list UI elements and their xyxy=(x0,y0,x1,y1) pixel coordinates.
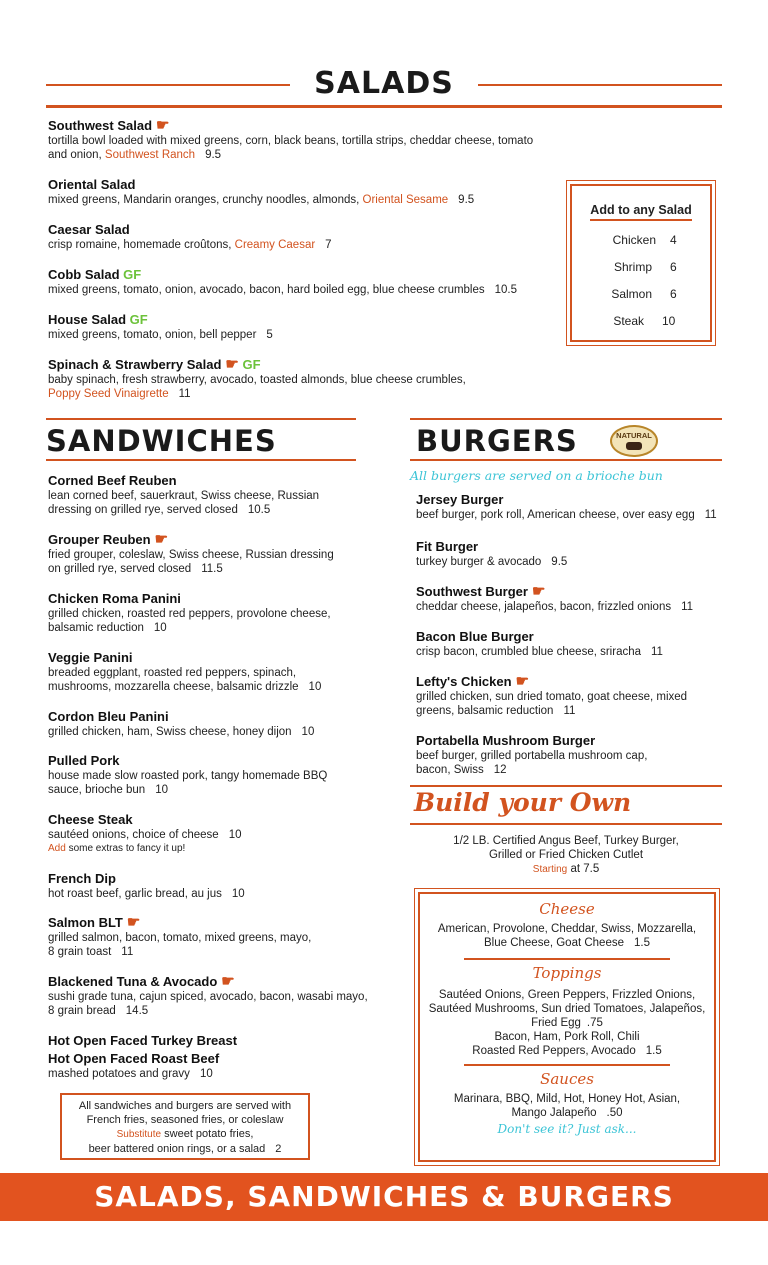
item-desc: breaded eggplant, roasted red peppers, spinach, xyxy=(48,667,297,679)
item-name: Fit Burger xyxy=(416,539,479,554)
price: 10 xyxy=(153,622,167,634)
sandwich-item-cordon-bleu xyxy=(48,709,378,739)
item-desc-cont: sauce, brioche bun xyxy=(48,784,146,796)
item-desc: grilled salmon, bacon, tomato, mixed greens, mayo, xyxy=(48,932,312,944)
item-desc: mixed greens, tomato, onion, avocado, bacon, hard boiled egg, blue cheese crumbles xyxy=(48,284,485,296)
addons-title: Add to any Salad xyxy=(590,203,691,221)
addons-list xyxy=(572,233,710,341)
price: 10 xyxy=(228,829,242,841)
item-desc: grilled chicken, sun dried tomato, goat cheese, mixed xyxy=(416,691,688,703)
burger-item-leftys-chicken xyxy=(416,674,736,718)
toppings-line-2: Sautéed Mushrooms, Sun dried Tomatoes, Jalapeños, xyxy=(428,1003,706,1015)
sandwiches-rule-bottom xyxy=(46,459,356,461)
sandwiches-title: SANDWICHES xyxy=(46,424,277,458)
item-name: House Salad xyxy=(48,312,127,327)
item-desc-cont: balsamic reduction xyxy=(48,622,144,634)
build-rule-bottom xyxy=(410,823,722,825)
cheese-line-1: American, Provolone, Cheddar, Swiss, Mozzarella, xyxy=(437,923,697,935)
hand-pointer-icon: ☛ xyxy=(126,914,141,931)
sauces-title: Sauces xyxy=(540,1070,594,1088)
dressing: Creamy Caesar xyxy=(234,239,316,251)
sandwich-item-salmon-blt xyxy=(48,915,378,959)
price: 9.5 xyxy=(205,149,222,161)
price: 5 xyxy=(266,329,273,341)
addon-price: 6 xyxy=(670,260,677,274)
build-options-box xyxy=(418,892,716,1162)
price: 11 xyxy=(651,646,663,658)
sandwich-item-corned-beef-reuben xyxy=(48,473,378,517)
item-name: Southwest Salad xyxy=(48,118,153,133)
price: 10.5 xyxy=(494,284,518,296)
gf-badge: GF xyxy=(242,357,261,372)
item-desc: beef burger, pork roll, American cheese, over easy egg xyxy=(416,509,695,521)
sandwich-item-hot-open-faced xyxy=(48,1033,378,1081)
item-name: Lefty's Chicken xyxy=(416,674,512,689)
price: 2 xyxy=(275,1143,282,1155)
cheese-title: Cheese xyxy=(539,900,595,918)
item-desc: crisp bacon, crumbled blue cheese, sriracha xyxy=(416,646,642,658)
build-desc xyxy=(410,834,722,877)
burgers-rule-bottom xyxy=(410,459,722,461)
dressing: Southwest Ranch xyxy=(104,149,196,161)
item-desc-cont: 8 grain toast xyxy=(48,946,112,958)
burger-item-bacon-blue xyxy=(416,629,736,659)
sides-box xyxy=(60,1093,310,1160)
build-line-1: 1/2 LB. Certified Angus Beef, Turkey Burger, xyxy=(453,835,679,847)
salads-rule-right xyxy=(478,84,722,86)
burgers-rule-top xyxy=(410,418,722,420)
sandwich-item-french-dip xyxy=(48,871,378,901)
price: 7 xyxy=(325,239,332,251)
build-rule-top xyxy=(410,785,722,787)
item-desc: turkey burger & avocado xyxy=(416,556,542,568)
sandwich-item-cheese-steak xyxy=(48,812,378,855)
item-desc-cont: bacon, Swiss xyxy=(416,764,484,776)
toppings-line-1: Sautéed Onions, Green Peppers, Frizzled Onions, xyxy=(438,989,696,1001)
cheese-line-2: Blue Cheese, Goat Cheese xyxy=(483,937,624,949)
price: 12 xyxy=(493,764,507,776)
item-name: Oriental Salad xyxy=(48,177,136,192)
salads-rule-under xyxy=(46,105,722,108)
price: 11.5 xyxy=(201,563,223,575)
starting-price: at 7.5 xyxy=(567,863,600,875)
sides-line-4: beer battered onion rings, or a salad xyxy=(88,1143,266,1155)
item-name: Caesar Salad xyxy=(48,222,130,237)
divider xyxy=(464,1064,670,1066)
sauces-line-1: Marinara, BBQ, Mild, Hot, Honey Hot, Asian, xyxy=(453,1093,681,1105)
dressing: Poppy Seed Vinaigrette xyxy=(48,388,169,400)
price: 11 xyxy=(563,705,576,717)
item-desc: sushi grade tuna, cajun spiced, avocado, bacon, wasabi mayo, xyxy=(48,991,368,1003)
addon-price: 6 xyxy=(670,287,677,301)
burger-item-fit xyxy=(416,539,736,569)
sandwich-item-pulled-pork xyxy=(48,753,378,797)
item-desc-cont: 8 grain bread xyxy=(48,1005,116,1017)
natural-badge-icon xyxy=(610,425,658,457)
item-desc: crisp romaine, homemade croûtons, xyxy=(48,239,235,251)
item-desc: mashed potatoes and gravy xyxy=(48,1068,190,1080)
item-name: Jersey Burger xyxy=(416,492,504,507)
item-desc-cont: mushrooms, mozzarella cheese, balsamic drizzle xyxy=(48,681,299,693)
divider xyxy=(464,958,670,960)
price: 10 xyxy=(155,784,168,796)
item-desc: fried grouper, coleslaw, Swiss cheese, Russian dressing xyxy=(48,549,334,561)
hand-pointer-icon: ☛ xyxy=(154,531,169,548)
sandwich-item-chicken-roma xyxy=(48,591,378,635)
price: 10 xyxy=(199,1068,213,1080)
item-name: Hot Open Faced Turkey Breast xyxy=(48,1033,238,1048)
sides-line-2: French fries, seasoned fries, or coleslaw xyxy=(86,1114,284,1126)
addon-row xyxy=(572,233,710,260)
item-name: Chicken Roma Panini xyxy=(48,591,181,606)
price: 11 xyxy=(121,946,134,958)
item-desc: hot roast beef, garlic bread, au jus xyxy=(48,888,222,900)
item-name: Pulled Pork xyxy=(48,753,120,768)
item-desc: beef burger, grilled portabella mushroom cap, xyxy=(416,750,648,762)
hand-pointer-icon: ☛ xyxy=(531,583,546,600)
gf-badge: GF xyxy=(123,267,142,282)
price: .75 xyxy=(586,1017,603,1029)
item-name: French Dip xyxy=(48,871,116,886)
salad-item-southwest xyxy=(48,118,568,162)
item-name: Bacon Blue Burger xyxy=(416,629,534,644)
salad-item-spinach xyxy=(48,357,568,401)
item-name: Cobb Salad xyxy=(48,267,120,282)
item-desc-cont: greens, balsamic reduction xyxy=(416,705,554,717)
price: 10 xyxy=(231,888,245,900)
burger-item-portabella xyxy=(416,733,736,777)
toppings-title: Toppings xyxy=(532,964,602,982)
price: 11 xyxy=(704,509,717,521)
addon-price: 4 xyxy=(670,233,677,247)
toppings-line-4: Bacon, Ham, Pork Roll, Chili xyxy=(494,1031,640,1043)
sauces-line-2: Mango Jalapeño xyxy=(511,1107,597,1119)
item-name: Cheese Steak xyxy=(48,812,133,827)
addon-price: 10 xyxy=(662,314,676,328)
hand-pointer-icon: ☛ xyxy=(515,673,530,690)
sandwich-item-blackened-tuna xyxy=(48,974,388,1018)
dressing: Oriental Sesame xyxy=(362,194,449,206)
brioche-note: All burgers are served on a brioche bun xyxy=(410,468,663,483)
build-your-own-title: Build your Own xyxy=(414,788,632,817)
burger-item-jersey xyxy=(416,492,736,522)
item-desc: tortilla bowl loaded with mixed greens, corn, black beans, tortilla strips, cheddar cheese, tomato xyxy=(48,135,534,147)
sides-substitute: Substitute xyxy=(116,1129,162,1140)
extras-note xyxy=(48,842,378,855)
salad-item-house xyxy=(48,312,568,342)
item-name: Veggie Panini xyxy=(48,650,133,665)
hand-pointer-icon: ☛ xyxy=(156,117,170,134)
addon-row xyxy=(572,260,710,287)
item-desc: lean corned beef, sauerkraut, Swiss cheese, Russian xyxy=(48,490,320,502)
item-desc-cont: dressing on grilled rye, served closed xyxy=(48,504,238,516)
salad-item-oriental xyxy=(48,177,568,207)
burgers-title: BURGERS xyxy=(416,424,578,458)
addon-name: Chicken xyxy=(612,233,656,247)
sides-line-3: sweet potato fries, xyxy=(161,1128,254,1140)
item-desc: grilled chicken, roasted red peppers, provolone cheese, xyxy=(48,608,331,620)
item-desc: sautéed onions, choice of cheese xyxy=(48,829,219,841)
price: 9.5 xyxy=(458,194,475,206)
price: 10 xyxy=(308,681,322,693)
gf-badge: GF xyxy=(129,312,148,327)
item-name: Corned Beef Reuben xyxy=(48,473,177,488)
burger-item-southwest xyxy=(416,584,736,614)
salads-title: SALADS xyxy=(314,66,454,101)
price: 1.5 xyxy=(634,937,650,949)
addon-row xyxy=(572,314,710,341)
item-desc: baby spinach, fresh strawberry, avocado, toasted almonds, blue cheese crumbles, xyxy=(48,374,466,386)
extras-add: Add xyxy=(48,843,66,854)
item-name: Blackened Tuna & Avocado xyxy=(48,974,218,989)
steer-icon xyxy=(626,442,642,450)
footer-banner-text: SALADS, SANDWICHES & BURGERS xyxy=(94,1180,674,1213)
salad-item-cobb xyxy=(48,267,568,297)
addon-name: Steak xyxy=(613,314,644,328)
hand-pointer-icon: ☛ xyxy=(221,973,235,990)
item-name: Spinach & Strawberry Salad xyxy=(48,357,222,372)
item-desc: mixed greens, Mandarin oranges, crunchy noodles, almonds, xyxy=(48,194,363,206)
item-name: Grouper Reuben xyxy=(48,532,151,547)
price: 10 xyxy=(301,726,315,738)
build-line-2: Grilled or Fried Chicken Cutlet xyxy=(488,849,644,861)
item-desc-cont: and onion, xyxy=(48,149,105,161)
sandwich-item-veggie-panini xyxy=(48,650,378,694)
price: 11 xyxy=(681,601,694,613)
item-desc: cheddar cheese, jalapeños, bacon, frizzled onions xyxy=(416,601,672,613)
price: 14.5 xyxy=(125,1005,149,1017)
ask-note: Don't see it? Just ask... xyxy=(497,1122,637,1136)
price: 9.5 xyxy=(551,556,568,568)
toppings-line-3: Fried Egg xyxy=(531,1017,581,1029)
starting-label: Starting xyxy=(532,864,568,875)
sandwich-item-grouper-reuben xyxy=(48,532,378,576)
salad-item-caesar xyxy=(48,222,568,252)
toppings-line-5: Roasted Red Peppers, Avocado xyxy=(472,1045,636,1057)
price: 1.5 xyxy=(645,1045,662,1057)
addon-row xyxy=(572,287,710,314)
item-name: Southwest Burger xyxy=(416,584,528,599)
price: 10.5 xyxy=(247,504,271,516)
hand-pointer-icon: ☛ xyxy=(225,356,239,373)
addon-name: Shrimp xyxy=(613,260,652,274)
price: 11 xyxy=(178,388,191,400)
sides-line-1: All sandwiches and burgers are served with xyxy=(78,1100,292,1112)
item-desc: mixed greens, tomato, onion, bell pepper xyxy=(48,329,257,341)
addon-name: Salmon xyxy=(611,287,652,301)
price: .50 xyxy=(606,1107,623,1119)
natural-badge-text: NATURAL xyxy=(616,431,652,440)
extras-text: some extras to fancy it up! xyxy=(65,843,186,854)
item-name: Portabella Mushroom Burger xyxy=(416,733,596,748)
sandwiches-rule-top xyxy=(46,418,356,420)
item-name: Cordon Bleu Panini xyxy=(48,709,169,724)
item-name: Salmon BLT xyxy=(48,915,123,930)
item-desc-cont: on grilled rye, served closed xyxy=(48,563,192,575)
item-desc: grilled chicken, ham, Swiss cheese, honey dijon xyxy=(48,726,292,738)
salad-addons-box xyxy=(570,184,712,342)
item-desc: house made slow roasted pork, tangy homemade BBQ xyxy=(48,770,328,782)
item-name-2: Hot Open Faced Roast Beef xyxy=(48,1051,220,1066)
